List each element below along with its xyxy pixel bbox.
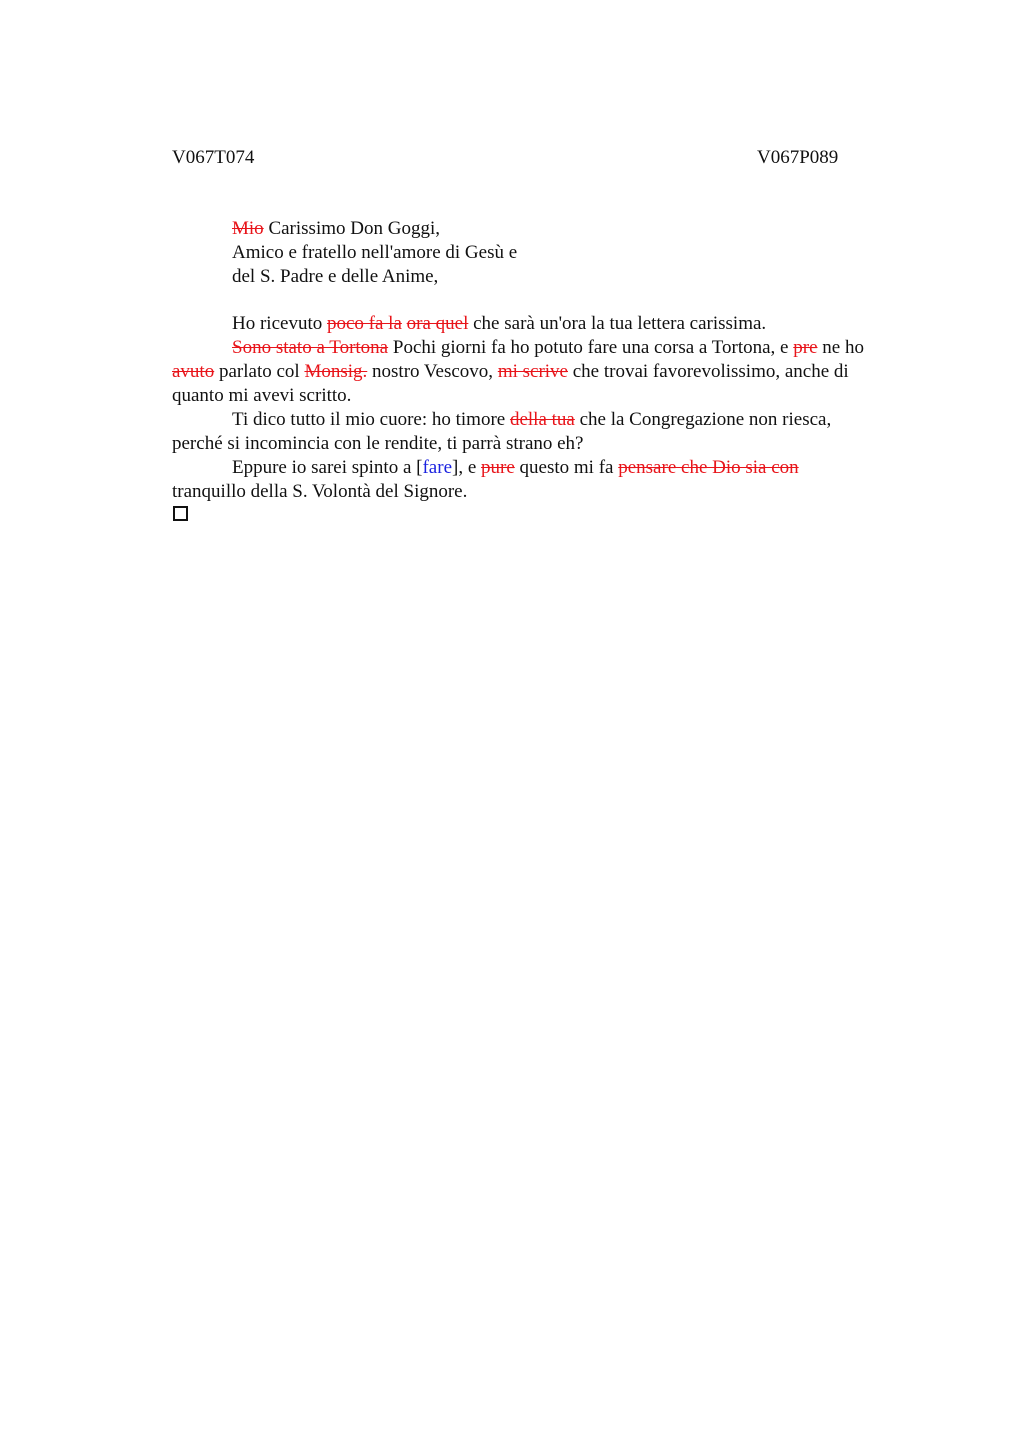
text-segment: perché si incomincia con le rendite, ti parrà strano eh? <box>172 433 584 454</box>
deleted-text: avuto <box>172 361 215 382</box>
body-line <box>172 480 942 504</box>
letter-body <box>172 312 942 504</box>
text-segment: Pochi giorni fa ho potuto fare una corsa a Tortona, e <box>388 337 794 358</box>
text-segment: che trovai favorevolissimo, anche di <box>568 361 849 382</box>
salutation-line <box>232 217 1002 241</box>
deleted-text: pre <box>793 337 818 358</box>
text-segment: ne ho <box>817 337 864 358</box>
text-segment: che la Congregazione non riesca, <box>574 409 832 430</box>
body-line <box>172 312 942 336</box>
deleted-text: ora quel <box>406 313 469 334</box>
deleted-text: pensare che Dio sia con <box>618 457 799 478</box>
body-line <box>172 360 942 384</box>
square-outline-icon <box>173 506 188 521</box>
deleted-text: della tua <box>509 409 575 430</box>
text-segment: questo mi fa <box>514 457 619 478</box>
deleted-text: Mio <box>232 218 264 239</box>
text-segment: parlato col <box>214 361 305 382</box>
document-code-right: V067P089 <box>757 147 839 168</box>
deleted-text: Monsig. <box>304 361 368 382</box>
text-segment: che sarà un'ora la tua lettera carissima. <box>468 313 767 334</box>
text-segment: Eppure io sarei spinto a [ <box>232 457 423 478</box>
body-line <box>172 456 942 480</box>
body-line <box>172 384 942 408</box>
letter-salutation <box>172 217 1002 289</box>
deleted-text: Sono stato a Tortona <box>232 337 389 358</box>
salutation-line <box>232 265 1002 289</box>
text-segment: Carissimo Don Goggi, <box>263 218 440 239</box>
body-line <box>172 432 942 456</box>
text-segment: ], e <box>452 457 482 478</box>
body-line <box>172 336 942 360</box>
salutation-line <box>232 241 1002 265</box>
body-line <box>172 408 942 432</box>
text-segment: tranquillo della S. Volontà del Signore. <box>172 481 468 502</box>
inserted-text: fare <box>422 457 453 478</box>
deleted-text: poco fa la <box>326 313 402 334</box>
text-segment: nostro Vescovo, <box>367 361 498 382</box>
deleted-text: mi scrive <box>497 361 568 382</box>
text-segment: Ho ricevuto <box>232 313 327 334</box>
deleted-text: pure <box>481 457 515 478</box>
document-code-left: V067T074 <box>172 147 255 168</box>
text-segment: Ti dico tutto il mio cuore: ho timore <box>232 409 510 430</box>
text-segment: del S. Padre e delle Anime, <box>232 266 439 287</box>
text-segment: quanto mi avevi scritto. <box>172 385 352 406</box>
text-segment: Amico e fratello nell'amore di Gesù e <box>232 242 518 263</box>
